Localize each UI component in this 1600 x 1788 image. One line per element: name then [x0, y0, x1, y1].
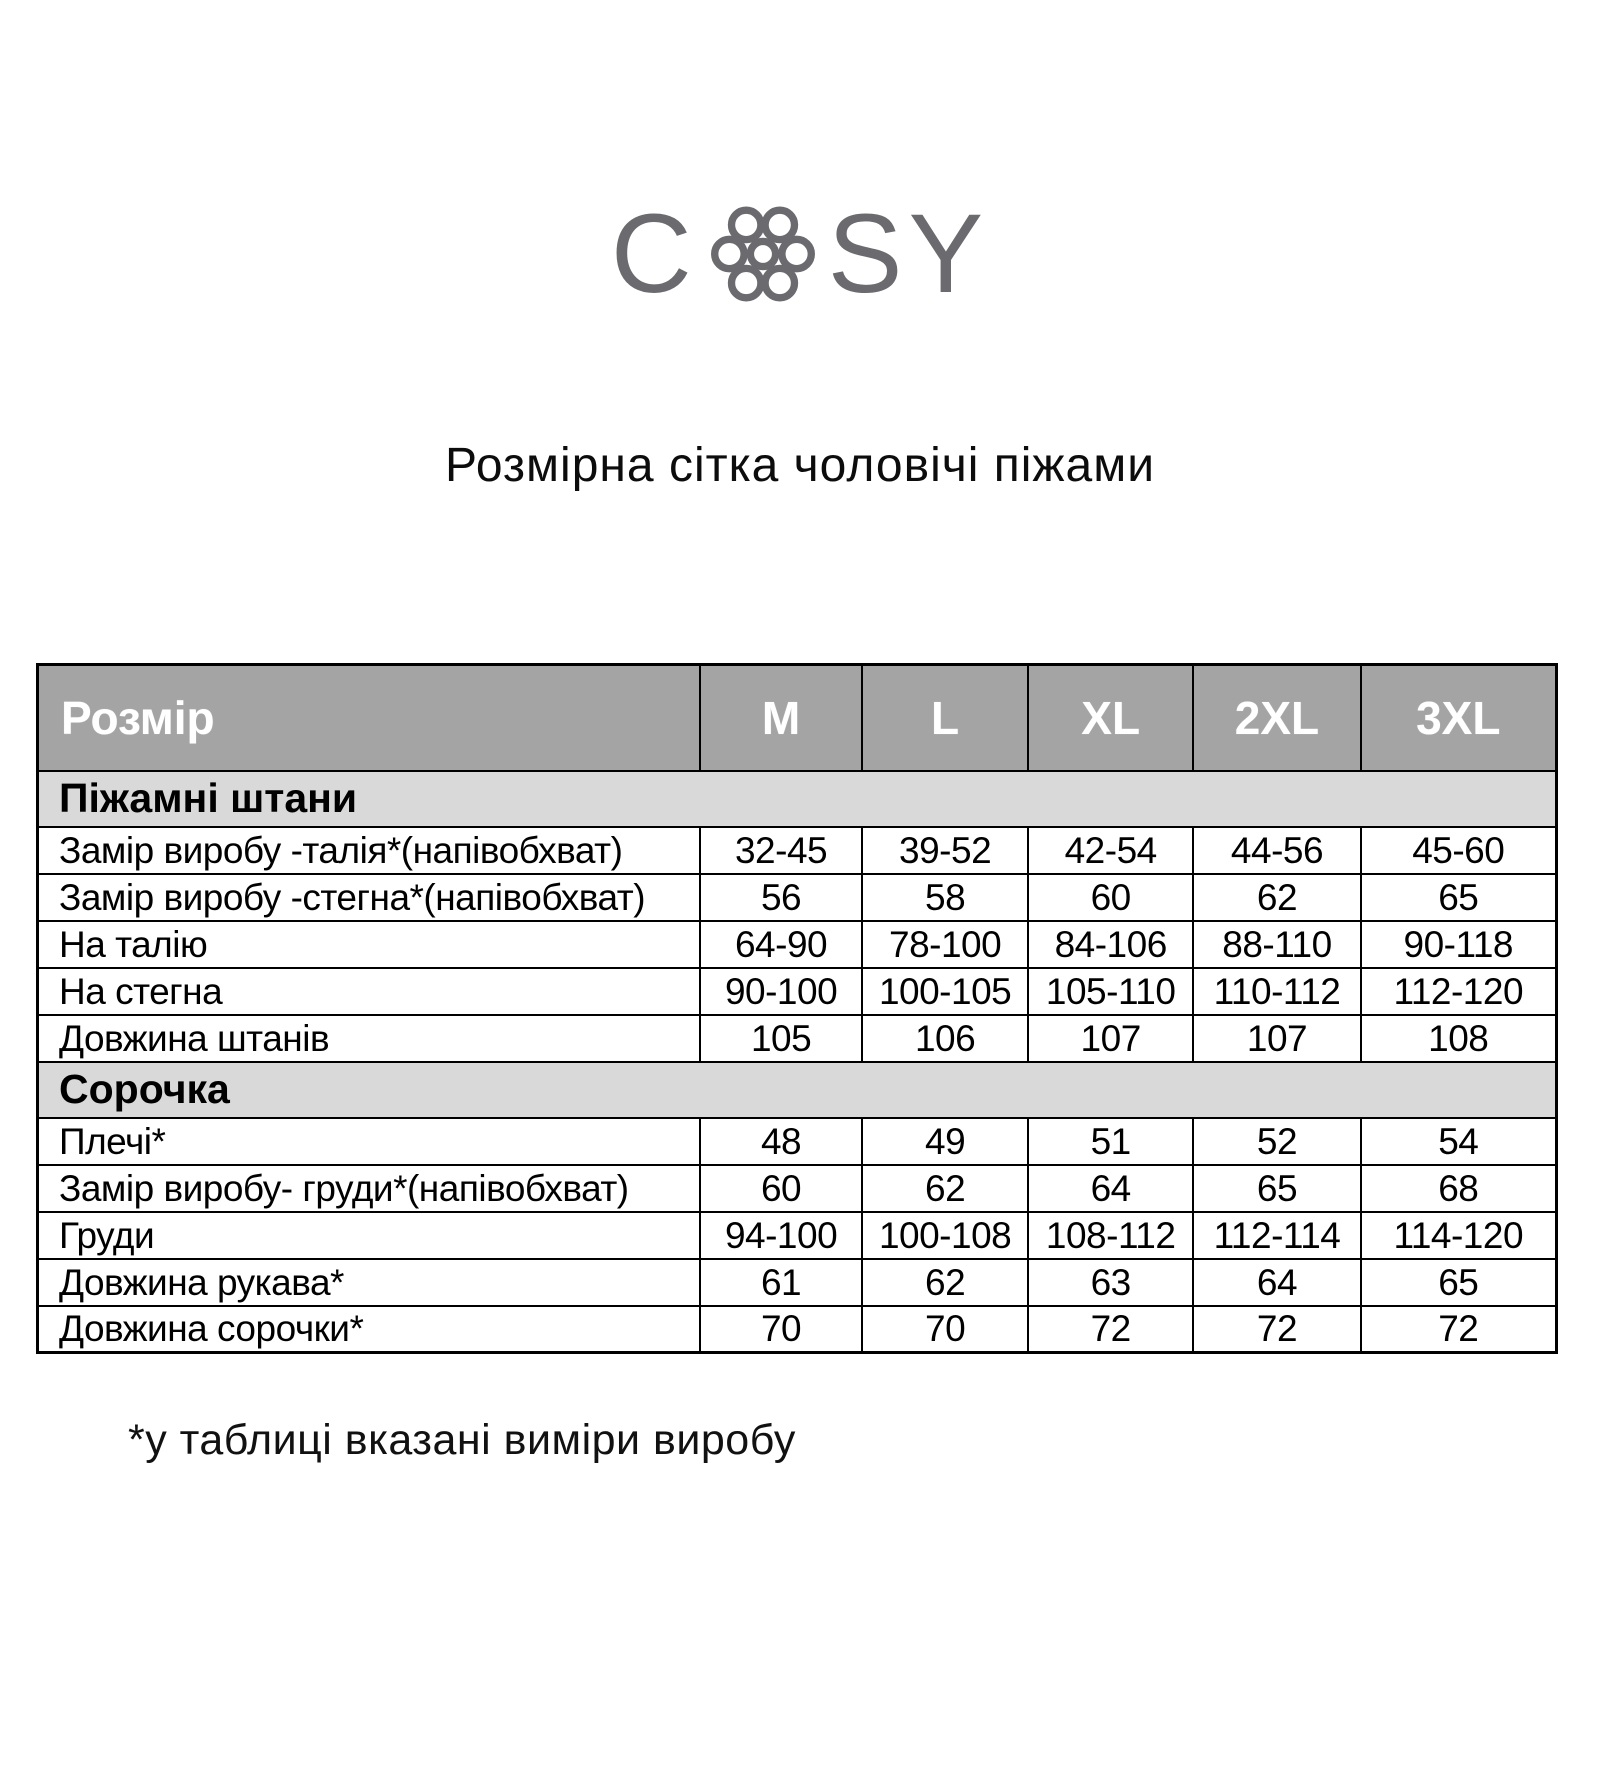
cell-value: 100-108 [862, 1212, 1028, 1259]
cell-value: 112-114 [1193, 1212, 1360, 1259]
row-label: Замір виробу -стегна*(напівобхват) [38, 874, 700, 921]
section-header-pants [38, 771, 1557, 827]
cell-value: 65 [1361, 1259, 1557, 1306]
table-row [38, 968, 1557, 1015]
header-size-l: L [862, 665, 1028, 771]
cell-value: 60 [1028, 874, 1194, 921]
cell-value: 110-112 [1193, 968, 1360, 1015]
table-row [38, 1259, 1557, 1306]
cell-value: 65 [1193, 1165, 1360, 1212]
cell-value: 78-100 [862, 921, 1028, 968]
cell-value: 64-90 [700, 921, 863, 968]
cell-value: 100-105 [862, 968, 1028, 1015]
logo-letters-sy: SY [827, 191, 990, 316]
cell-value: 90-118 [1361, 921, 1557, 968]
cell-value: 94-100 [700, 1212, 863, 1259]
cell-value: 48 [700, 1118, 863, 1165]
flower-swirl-icon [700, 191, 826, 317]
table-row [38, 874, 1557, 921]
cell-value: 32-45 [700, 827, 863, 874]
cell-value: 62 [1193, 874, 1360, 921]
table-row [38, 921, 1557, 968]
cell-value: 72 [1361, 1306, 1557, 1353]
cell-value: 84-106 [1028, 921, 1194, 968]
cell-value: 42-54 [1028, 827, 1194, 874]
cell-value: 49 [862, 1118, 1028, 1165]
row-label: Довжина сорочки* [38, 1306, 700, 1353]
cell-value: 39-52 [862, 827, 1028, 874]
cell-value: 63 [1028, 1259, 1194, 1306]
table-row [38, 1015, 1557, 1062]
cell-value: 56 [700, 874, 863, 921]
table-row [38, 827, 1557, 874]
table-row [38, 1306, 1557, 1353]
page-title: Розмірна сітка чоловічі піжами [444, 439, 1156, 492]
row-label: Замір виробу- груди*(напівобхват) [38, 1165, 700, 1212]
cell-value: 72 [1193, 1306, 1360, 1353]
table-header-row [38, 665, 1557, 771]
row-label: На стегна [38, 968, 700, 1015]
cell-value: 88-110 [1193, 921, 1360, 968]
section-title: Сорочка [38, 1062, 1557, 1118]
header-size-3xl: 3XL [1361, 665, 1557, 771]
brand-logo [0, 188, 1600, 320]
cell-value: 58 [862, 874, 1028, 921]
cell-value: 68 [1361, 1165, 1557, 1212]
cell-value: 114-120 [1361, 1212, 1557, 1259]
cell-value: 60 [700, 1165, 863, 1212]
cell-value: 51 [1028, 1118, 1194, 1165]
cell-value: 112-120 [1361, 968, 1557, 1015]
table-row [38, 1118, 1557, 1165]
header-size-2xl: 2XL [1193, 665, 1360, 771]
size-table [36, 663, 1558, 1354]
cell-value: 54 [1361, 1118, 1557, 1165]
cell-value: 44-56 [1193, 827, 1360, 874]
cell-value: 61 [700, 1259, 863, 1306]
cell-value: 70 [862, 1306, 1028, 1353]
cell-value: 90-100 [700, 968, 863, 1015]
cell-value: 65 [1361, 874, 1557, 921]
cell-value: 70 [700, 1306, 863, 1353]
cell-value: 105-110 [1028, 968, 1194, 1015]
row-label: Замір виробу -талія*(напівобхват) [38, 827, 700, 874]
cell-value: 62 [862, 1259, 1028, 1306]
row-label: Довжина рукава* [38, 1259, 700, 1306]
header-size-xl: XL [1028, 665, 1194, 771]
row-label: На талію [38, 921, 700, 968]
cell-value: 62 [862, 1165, 1028, 1212]
cell-value: 108 [1361, 1015, 1557, 1062]
cell-value: 64 [1193, 1259, 1360, 1306]
section-title: Піжамні штани [38, 771, 1557, 827]
cell-value: 45-60 [1361, 827, 1557, 874]
row-label: Довжина штанів [38, 1015, 700, 1062]
cell-value: 52 [1193, 1118, 1360, 1165]
cell-value: 72 [1028, 1306, 1194, 1353]
table-row [38, 1165, 1557, 1212]
row-label: Груди [38, 1212, 700, 1259]
header-size-m: M [700, 665, 863, 771]
table-row [38, 1212, 1557, 1259]
header-size-label: Розмір [38, 665, 700, 771]
cell-value: 107 [1028, 1015, 1194, 1062]
cell-value: 107 [1193, 1015, 1360, 1062]
cell-value: 106 [862, 1015, 1028, 1062]
footnote: *у таблиці вказані виміри виробу [128, 1416, 796, 1464]
cell-value: 105 [700, 1015, 863, 1062]
cell-value: 64 [1028, 1165, 1194, 1212]
section-header-shirt [38, 1062, 1557, 1118]
cell-value: 108-112 [1028, 1212, 1194, 1259]
logo-letter-c: C [610, 191, 698, 316]
row-label: Плечі* [38, 1118, 700, 1165]
